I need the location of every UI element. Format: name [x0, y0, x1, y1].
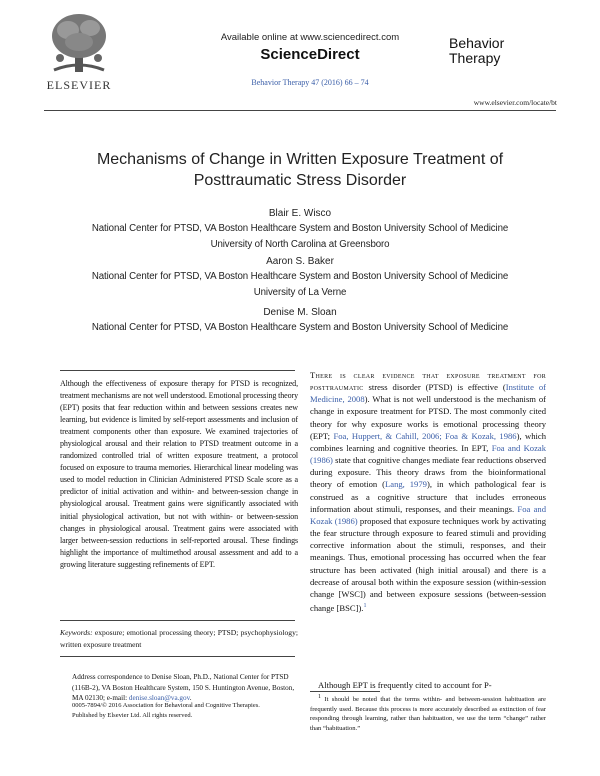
title-line2: Posttraumatic Stress Disorder: [193, 172, 407, 189]
journal-title-line2: Therapy: [449, 50, 501, 66]
body-paragraph-2: Although EPT is frequently cited to account for P-: [318, 680, 492, 690]
citation-link[interactable]: Foa and Kozak (1986): [310, 442, 546, 466]
body-text: ), which combines learning and cognitive theories. In EPT,: [310, 430, 546, 453]
abstract-bottom-rule: [60, 620, 295, 621]
affiliation-line: University of North Carolina at Greensboro: [210, 238, 390, 250]
author-affiliation: [40, 269, 560, 300]
citation-link[interactable]: Foa and Kozak (1986): [310, 503, 546, 526]
publisher-name: ELSEVIER: [46, 78, 112, 92]
elsevier-tree-icon: [44, 8, 114, 78]
body-text: ), in which pathological fear is construed as a cognitive structure that includes erroneous information about stimuli, responses, and their meanings.: [310, 479, 546, 514]
body-paragraph: [310, 369, 546, 614]
keywords: [60, 627, 298, 650]
keywords-text: exposure; emotional processing theory; PTSD; psychophysiology; written exposure treatment: [60, 628, 298, 649]
correspondence-end: .: [189, 694, 192, 703]
journal-title: [449, 36, 559, 66]
citation-link[interactable]: Foa, Huppert, & Cahill, 2006; Foa & Kozak, 1986: [333, 430, 517, 441]
journal-url[interactable]: www.elsevier.com/locate/bt: [473, 98, 557, 107]
correspondence: [72, 672, 298, 704]
body-text: stress disorder (PTSD) is effective (: [363, 382, 506, 393]
citation-link[interactable]: Institute of Medicine, 2008: [310, 382, 546, 405]
author-name: Aaron S. Baker: [266, 256, 334, 267]
author-name: Denise M. Sloan: [263, 307, 337, 318]
body-text: proposed that exposure techniques work by activating the fear structure through exposure to feared stimuli and providing corrective information about the stimuli, responses, and their meanings. Thus, emotional processing has occurred when the fear structure has been activated (high initial arousal) and there is a decrease of arousal both within the exposure session (within-session change [WSC]) and between exposure sessions (between-session change [BSC]).: [310, 515, 546, 613]
keywords-label: Keywords:: [60, 628, 93, 637]
elsevier-logo: [44, 8, 114, 90]
lead-in-smallcaps: There is clear evidence that exposure treatment for posttraumatic: [310, 370, 546, 393]
sciencedirect-logo: ScienceDirect: [260, 46, 360, 63]
affiliation-line: National Center for PTSD, VA Boston Healthcare System and Boston University School of Medicine: [91, 322, 509, 333]
journal-title-line1: Behavior: [449, 35, 505, 51]
body-text: ). What is not well understood is the mechanism of change in exposure treatment for PTSD. The most commonly cited theory for why exposure works is emotional processing theory (EPT;: [310, 394, 546, 441]
keywords-rule: [60, 656, 295, 657]
title-line1: Mechanisms of Change in Written Exposure Treatment of: [96, 151, 504, 168]
footnote-text: It should be noted that the terms within- and between-session habituation are frequently used. Because this process is more accurately described as extinction of fear responding through learning, rather than habituation, we use the term “change” rather than “habituation.”: [310, 696, 546, 732]
available-online: Available online at www.sciencedirect.com: [220, 32, 400, 43]
footnote-marker[interactable]: 1: [363, 602, 367, 609]
affiliation-line: University of La Verne: [253, 286, 347, 298]
author-affiliation: [40, 320, 560, 336]
abstract-top-rule: [60, 370, 295, 371]
abstract: Although the effectiveness of exposure therapy for PTSD is recognized, treatment mechanisms are not well understood. Emotional processing theory (EPT) posits that fear reduction within and between sessions creates new learning, but evidence is limited by self-report assessments and inclusion of treatment components other than exposure. We examined trajectories of physiological arousal and their relation to PTSD treatment outcome in a randomized controlled trial of written exposure treatment, a protocol focused on exposure to trauma memories. Hierarchical linear modeling was used to model reduction in Clinician Administered PTSD Scale score as a predictor of initial activation and within- and between-session change in physiological arousal. Treatment gains were significantly associated with initial physiological activation, but not with within- or between-session changes in physiological arousal. Treatment gains were associated with larger between-session reductions in self-reported arousal. These findings highlight the importance of multimethod arousal assessment and add to a growing literature suggesting refinements of EPT.: [60, 379, 298, 569]
author-name: Blair E. Wisco: [268, 208, 332, 219]
copyright-line: Published by Elsevier Ltd. All rights reserved.: [72, 711, 193, 719]
affiliation-line: National Center for PTSD, VA Boston Healthcare System and Boston University School of Medicine: [91, 271, 509, 282]
article-title: [60, 149, 540, 191]
footnote-rule: [310, 691, 380, 692]
journal-citation[interactable]: Behavior Therapy 47 (2016) 66 – 74: [251, 78, 369, 87]
footnote: [310, 693, 546, 733]
correspondence-text: Address correspondence to Denise Sloan, Ph.D., National Center for PTSD (116B-2), VA Boston Healthcare System, 150 S. Huntington Avenue, Boston, MA 02130; e-mail:: [72, 673, 295, 703]
copyright: [72, 701, 298, 720]
affiliation-line: National Center for PTSD, VA Boston Healthcare System and Boston University School of Medicine: [91, 223, 509, 234]
footnote-number: 1: [318, 694, 321, 700]
header-divider: [44, 110, 556, 111]
body-text: state that cognitive changes mediate fear reductions observed during exposure. This theory draws from the bioinformational theory of emotion (: [310, 455, 546, 490]
author-affiliation: [40, 221, 560, 252]
citation-link[interactable]: Lang, 1979: [385, 479, 427, 490]
copyright-line: 0005-7894/© 2016 Association for Behavioral and Cognitive Therapies.: [72, 702, 260, 709]
email-link[interactable]: denise.sloan@va.gov: [128, 694, 190, 703]
